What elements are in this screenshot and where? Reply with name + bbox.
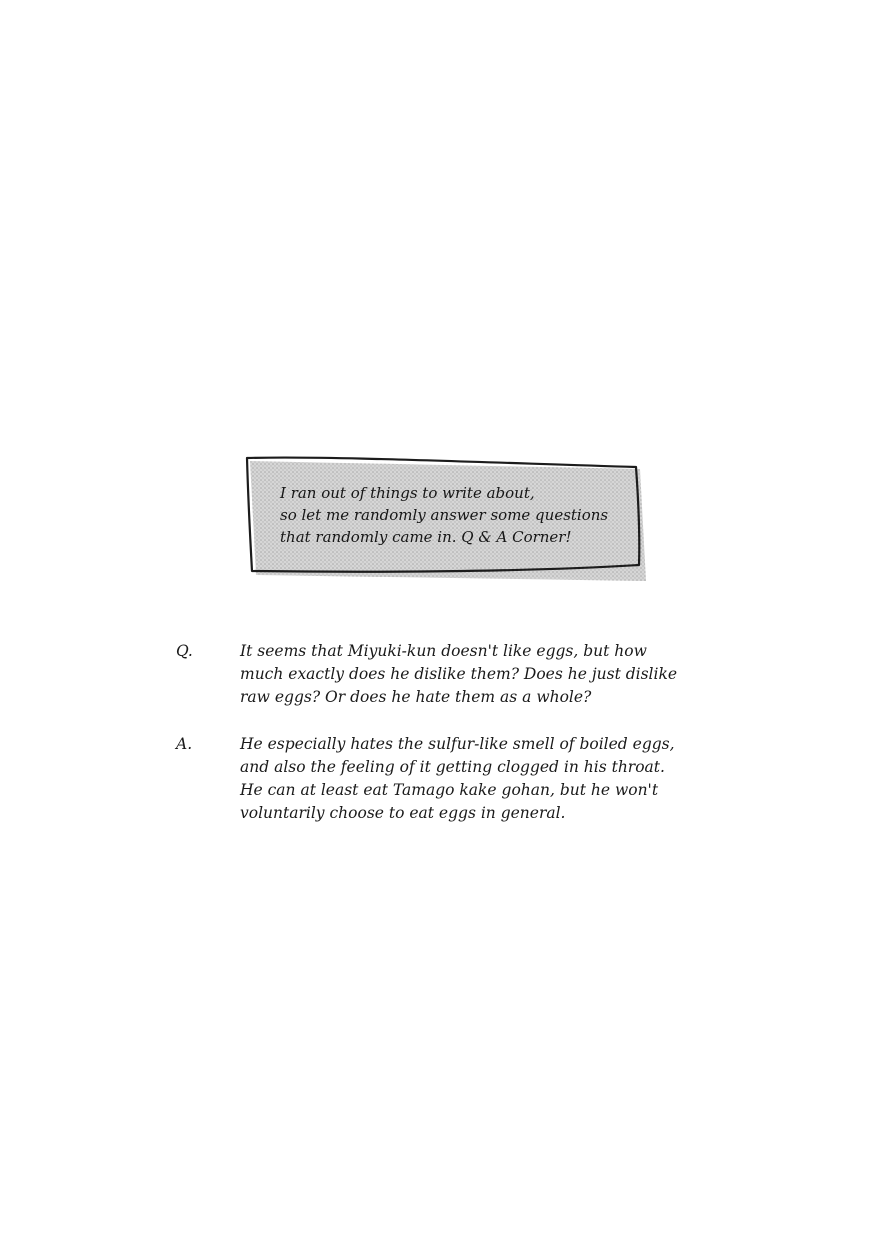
question-line: much exactly does he dislike them? Does he just dislike <box>240 665 678 683</box>
answer-marker: A. <box>176 735 193 753</box>
question-marker: Q. <box>176 642 193 660</box>
note-line: I ran out of things to write about, <box>280 484 535 502</box>
note-line: so let me randomly answer some questions <box>280 506 609 524</box>
note-text <box>280 482 640 548</box>
answer-line: and also the feeling of it getting clogged in his throat. <box>240 758 665 776</box>
intro-note-box <box>244 455 644 577</box>
answer-line: He can at least eat Tamago kake gohan, but he won't <box>240 781 659 799</box>
answer-text <box>240 733 740 825</box>
question-line: raw eggs? Or does he hate them as a whole? <box>240 688 592 706</box>
answer-line: voluntarily choose to eat eggs in general. <box>240 804 566 822</box>
note-line: that randomly came in. Q & A Corner! <box>280 528 572 546</box>
question-text <box>240 640 740 709</box>
answer-line: He especially hates the sulfur-like smell of boiled eggs, <box>240 735 675 753</box>
question-line: It seems that Miyuki-kun doesn't like eggs, but how <box>240 642 647 660</box>
